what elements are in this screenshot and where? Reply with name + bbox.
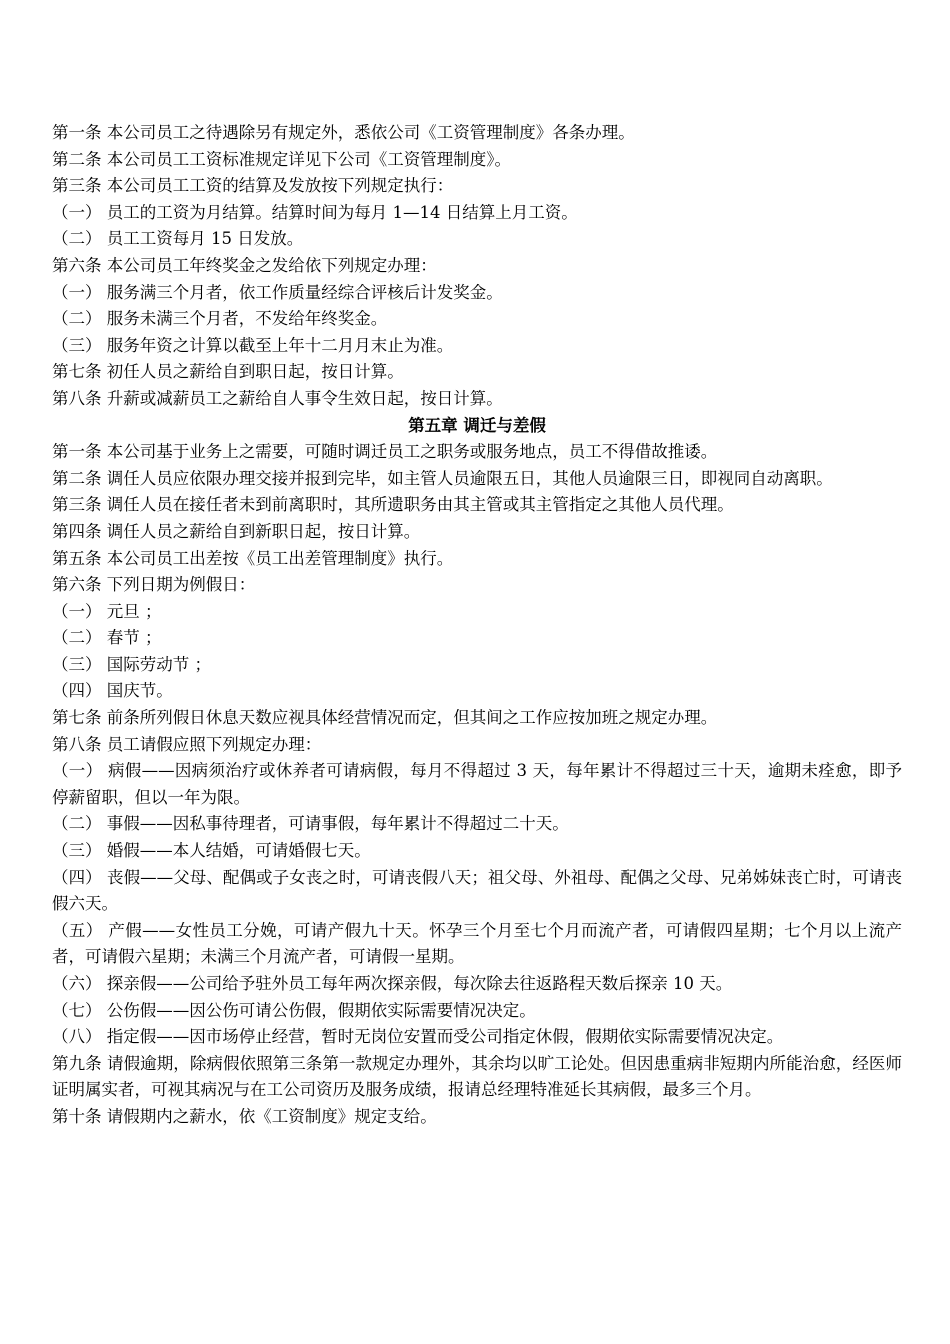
holiday-national-day: （四） 国庆节。 <box>52 681 173 701</box>
article-10-leave-pay: 第十条 请假期内之薪水，依《工资制度》规定支给。 <box>52 1106 437 1126</box>
article-9-overdue-leave: 第九条 请假逾期，除病假依照第三条第一款规定办理外，其余均以旷工论处。但因患重病非短期内所能治愈，经医师证明属实者，可视其病况与在工公司资历及服务成绩，报请总经理特准延长其病假，最多三个月。 <box>52 1053 902 1100</box>
article-7-initial-pay: 第七条 初任人员之薪给自到职日起，按日计算。 <box>52 362 404 382</box>
leave-marriage: （三） 婚假——本人结婚，可请婚假七天。 <box>52 841 371 861</box>
article-2-salary-standard: 第二条 本公司员工工资标准规定详见下公司《工资管理制度》。 <box>52 149 511 169</box>
article-1-transfer: 第一条 本公司基于业务上之需要，可随时调迁员工之职务或服务地点，员工不得借故推诿。 <box>52 442 718 462</box>
leave-personal: （二） 事假——因私事待理者，可请事假，每年累计不得超过二十天。 <box>52 814 569 834</box>
holiday-new-year: （一） 元旦 ； <box>52 601 162 621</box>
article-8-leave-rules: 第八条 员工请假应照下列规定办理： <box>52 734 322 754</box>
article-5-business-trip: 第五条 本公司员工出差按《员工出差管理制度》执行。 <box>52 548 454 568</box>
transfer-leave-section <box>52 439 902 1130</box>
leave-designated: （八） 指定假——因市场停止经营，暂时无岗位安置而受公司指定休假，假期依实际需要情况决定。 <box>52 1027 784 1047</box>
article-6-year-end-bonus: 第六条 本公司员工年终奖金之发给依下列规定办理： <box>52 255 437 275</box>
holiday-labor-day: （三） 国际劳动节 ； <box>52 654 211 674</box>
article-3-salary-settlement: 第三条 本公司员工工资的结算及发放按下列规定执行： <box>52 176 454 196</box>
article-8-pay-change: 第八条 升薪或减薪员工之薪给自人事令生效日起，按日计算。 <box>52 388 503 408</box>
holiday-spring-festival: （二） 春节 ； <box>52 628 162 648</box>
clause-monthly-settlement: （一） 员工的工资为月结算。结算时间为每月 1—14 日结算上月工资。 <box>52 202 578 222</box>
article-6-holidays: 第六条 下列日期为例假日： <box>52 575 256 595</box>
clause-bonus-eligible: （一） 服务满三个月者，依工作质量经综合评核后计发奖金。 <box>52 282 503 302</box>
leave-maternity: （五） 产假——女性员工分娩，可请产假九十天。怀孕三个月至七个月而流产者，可请假四星期；七个月以上流产者，可请假六星期；未满三个月流产者，可请假一星期。 <box>52 920 902 967</box>
clause-bonus-ineligible: （二） 服务未满三个月者，不发给年终奖金。 <box>52 309 388 329</box>
leave-sick: （一） 病假——因病须治疗或休养者可请病假，每月不得超过 3 天，每年累计不得超过三十天，逾期未痊愈，即予停薪留职，但以一年为限。 <box>52 761 902 807</box>
document-page <box>52 120 902 1131</box>
clause-seniority-calc: （三） 服务年资之计算以截至上年十二月月末止为准。 <box>52 335 454 355</box>
article-7-holiday-days: 第七条 前条所列假日休息天数应视具体经营情况而定，但其间之工作应按加班之规定办理。 <box>52 708 718 728</box>
article-2-handover: 第二条 调任人员应依限办理交接并报到完毕，如主管人员逾限五日，其他人员逾限三日，即视同自动离职。 <box>52 468 833 488</box>
salary-section <box>52 120 902 413</box>
chapter-title: 第五章 调迁与差假 <box>408 415 546 435</box>
clause-payday: （二） 员工工资每月 15 日发放。 <box>52 229 304 249</box>
article-1-treatment: 第一条 本公司员工之待遇除另有规定外，悉依公司《工资管理制度》各条办理。 <box>52 123 635 142</box>
article-4-new-post-pay: 第四条 调任人员之薪给自到新职日起，按日计算。 <box>52 521 421 541</box>
leave-home-visit: （六） 探亲假——公司给予驻外员工每年两次探亲假，每次除去往返路程天数后探亲 10 天。 <box>52 974 733 993</box>
leave-work-injury: （七） 公伤假——因公伤可请公伤假，假期依实际需要情况决定。 <box>52 1000 536 1020</box>
article-3-acting: 第三条 调任人员在接任者未到前离职时，其所遗职务由其主管或其主管指定之其他人员代理。 <box>52 495 734 515</box>
leave-bereavement: （四） 丧假——父母、配偶或子女丧之时，可请丧假八天；祖父母、外祖母、配偶之父母、兄弟姊妹丧亡时，可请丧假六天。 <box>52 867 902 914</box>
